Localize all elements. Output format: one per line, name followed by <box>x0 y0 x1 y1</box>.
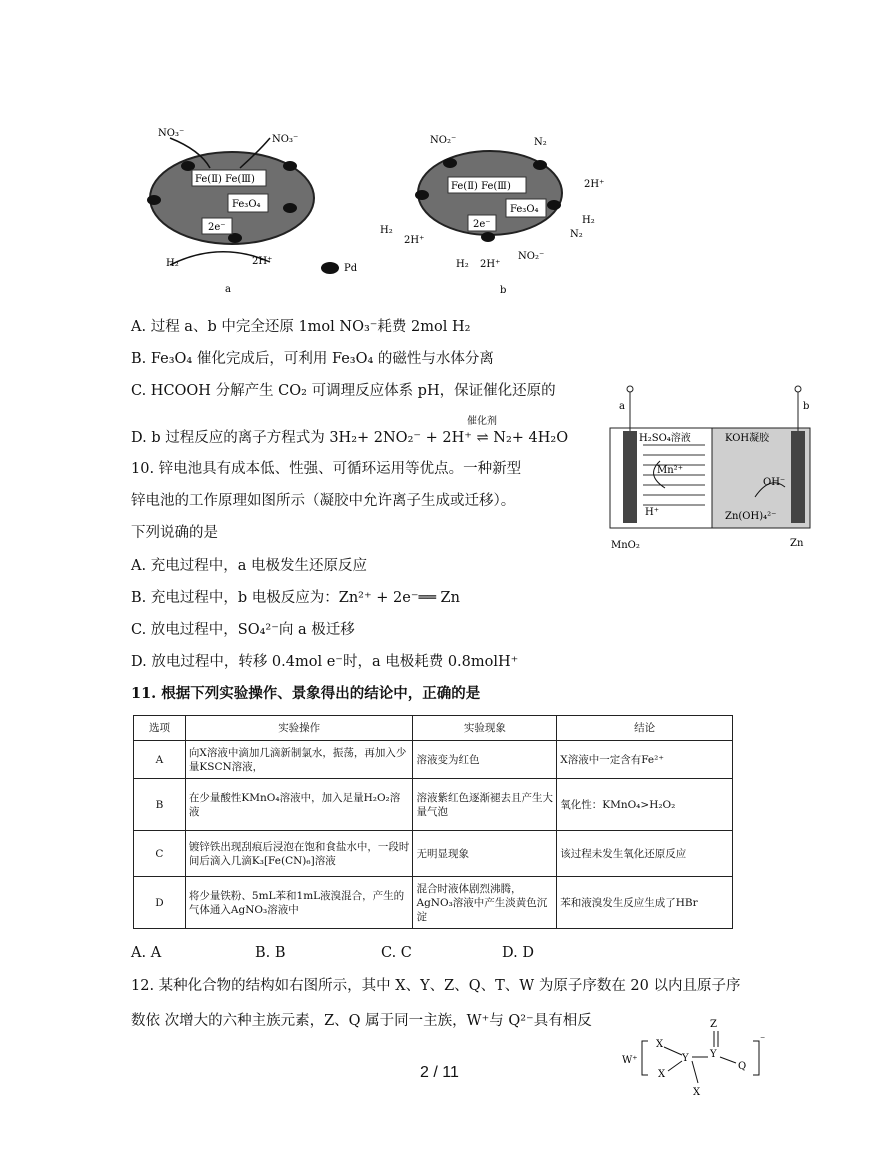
q11-answer-d: D. D <box>502 945 534 961</box>
no2-in-label: NO₂⁻ <box>430 135 457 146</box>
q11-answer-c: C. C <box>381 945 412 961</box>
table-row <box>134 779 733 831</box>
figure-b <box>370 125 610 300</box>
q10-option-b: B. 充电过程中，b 电极反应为：Zn²⁺ + 2e⁻══ Zn <box>131 590 460 606</box>
mno2-electrode <box>623 431 637 523</box>
hp-bottom-label: 2H⁺ <box>480 259 501 270</box>
figure-a <box>140 120 380 300</box>
table-cell: 无明显现象 <box>413 831 557 877</box>
h-ion-label: H⁺ <box>645 507 659 518</box>
zn-label: Zn <box>790 538 804 549</box>
table-header: 选项 <box>134 716 186 741</box>
oh-ion-label: OH⁻ <box>763 477 786 488</box>
table-cell: 在少量酸性KMnO₄溶液中，加入足量H₂O₂溶液 <box>185 779 413 831</box>
compound-structure <box>620 1013 770 1103</box>
pd-dot <box>147 195 161 205</box>
table-header: 实验操作 <box>185 716 413 741</box>
z-atom-label: Z <box>710 1019 717 1030</box>
q9-option-b: B. Fe₃O₄ 催化完成后，可利用 Fe₃O₄ 的磁性与水体分离 <box>131 351 494 367</box>
w-ion-label: W⁺ <box>622 1055 638 1066</box>
q10-stem-line-3: 下列说确的是 <box>131 525 218 541</box>
pd-dot <box>321 262 339 274</box>
h2-right-label: H₂ <box>582 215 595 226</box>
no2-bottom-label: NO₂⁻ <box>518 251 545 262</box>
table-cell: 溶液变为红色 <box>413 741 557 779</box>
caption-b: b <box>500 285 507 296</box>
q10-option-a: A. 充电过程中，a 电极发生还原反应 <box>131 558 367 574</box>
q11-stem: 11. 根据下列实验操作、景象得出的结论中，正确的是 <box>131 685 481 702</box>
table-cell: C <box>134 831 186 877</box>
table-cell: A <box>134 741 186 779</box>
table-cell: 氧化性：KMnO₄>H₂O₂ <box>557 779 733 831</box>
table-cell: 溶液紫红色逐渐褪去且产生大量气泡 <box>413 779 557 831</box>
table-cell: 将少量铁粉、5mL苯和1mL液溴混合，产生的气体通入AgNO₃溶液中 <box>185 877 413 929</box>
h2-bottom-label: H₂ <box>456 259 469 270</box>
n2-out-label: N₂ <box>534 137 547 148</box>
q9-option-a: A. 过程 a、b 中完全还原 1mol NO₃⁻耗费 2mol H₂ <box>131 319 471 335</box>
q-atom-label: Q <box>738 1061 747 1072</box>
table-cell: 混合时液体剧烈沸腾，AgNO₃溶液中产生淡黄色沉淀 <box>413 877 557 929</box>
terminal-b <box>795 386 801 392</box>
x-atom-label: X <box>658 1069 666 1080</box>
h2so4-solution-label: H₂SO₄溶液 <box>639 433 691 444</box>
hp-left-label: 2H⁺ <box>404 235 425 246</box>
no3-in-label: NO₃⁻ <box>158 128 185 139</box>
table-cell: 苯和液溴发生反应生成了HBr <box>557 877 733 929</box>
q10-stem-line-2: 锌电池的工作原理如图所示（凝胶中允许离子生成或迁移）。 <box>131 493 516 509</box>
no3-out-label: NO₃⁻ <box>272 134 299 145</box>
pd-dot <box>481 232 495 242</box>
table-cell: 镀锌铁出现刮痕后浸泡在饱和食盐水中，一段时间后滴入几滴K₃[Fe(CN)₆]溶液 <box>185 831 413 877</box>
q10-stem-line-1: 10. 锌电池具有成本低、性强、可循环运用等优点。一种新型 <box>131 461 522 477</box>
pd-dot <box>283 161 297 171</box>
pd-dot <box>547 200 561 210</box>
zincate-ion-label: Zn(OH)₄²⁻ <box>725 511 777 522</box>
q9-option-c: C. HCOOH 分解产生 CO₂ 可调理反应体系 pH，保证催化还原的 <box>131 383 556 399</box>
koh-gel-label: KOH凝胶 <box>725 433 770 444</box>
x-atom-label: X <box>693 1087 701 1098</box>
y-atom-label: Y <box>710 1049 717 1060</box>
y-atom-label: Y <box>682 1053 689 1064</box>
mn-ion-label: Mn²⁺ <box>657 465 683 476</box>
table-row <box>134 741 733 779</box>
h-plus-label: 2H⁺ <box>252 256 273 267</box>
table-cell: D <box>134 877 186 929</box>
q12-stem-line-2: 数依 次增大的六种主族元素，Z、Q 属于同一主族，W⁺与 Q²⁻具有相反 <box>131 1013 592 1029</box>
n2-right-label: N₂ <box>570 229 583 240</box>
terminal-a <box>627 386 633 392</box>
table-row <box>134 831 733 877</box>
terminal-b-label: b <box>803 401 810 412</box>
q10-option-d: D. 放电过程中，转移 0.4mol e⁻时，a 电极耗费 0.8molH⁺ <box>131 654 519 670</box>
table-header-row <box>134 716 733 741</box>
x-atom-label: X <box>656 1039 664 1050</box>
page-number: 2 / 11 <box>420 1064 459 1081</box>
electron-label: 2e⁻ <box>208 222 226 233</box>
pd-dot <box>283 203 297 213</box>
charge-label: ⁻ <box>760 1035 766 1046</box>
table-cell: B <box>134 779 186 831</box>
fe3o4-label: Fe₃O₄ <box>510 204 539 215</box>
terminal-a-label: a <box>619 401 625 412</box>
electron-label: 2e⁻ <box>473 219 491 230</box>
experiment-table <box>133 715 733 929</box>
fe3o4-label: Fe₃O₄ <box>232 199 261 210</box>
pd-dot <box>443 158 457 168</box>
h2-left-label: H₂ <box>380 225 393 236</box>
q11-answer-b: B. B <box>255 945 286 961</box>
q11-answer-a: A. A <box>131 945 162 961</box>
table-cell: X溶液中一定含有Fe²⁺ <box>557 741 733 779</box>
q12-stem-line-1: 12. 某种化合物的结构如右图所示，其中 X、Y、Z、Q、T、W 为原子序数在 20 以内且原子序 <box>131 978 741 994</box>
mno2-label: MnO₂ <box>611 540 640 551</box>
table-header: 实验现象 <box>413 716 557 741</box>
fe-cycle-label: Fe(Ⅱ) Fe(Ⅲ) <box>195 174 255 185</box>
caption-a: a <box>225 284 231 295</box>
q9-option-d: D. b 过程反应的离子方程式为 3H₂+ 2NO₂⁻ + 2H⁺ ⇌ N₂+ 4H₂O <box>131 430 569 446</box>
pd-dot <box>533 160 547 170</box>
pd-dot <box>415 190 429 200</box>
table-cell: 该过程未发生氧化还原反应 <box>557 831 733 877</box>
battery-diagram <box>605 383 820 553</box>
zn-electrode <box>791 431 805 523</box>
table-cell: 向X溶液中滴加几滴新制氯水，振荡，再加入少量KSCN溶液， <box>185 741 413 779</box>
hp-right-label: 2H⁺ <box>584 179 605 190</box>
table-row <box>134 877 733 929</box>
fe-cycle-label: Fe(Ⅱ) Fe(Ⅲ) <box>451 181 511 192</box>
table-header: 结论 <box>557 716 733 741</box>
h2-label: H₂ <box>166 258 179 269</box>
catalyst-label: 催化剂 <box>467 416 497 427</box>
pd-label: Pd <box>344 263 358 274</box>
q10-option-c: C. 放电过程中，SO₄²⁻向 a 极迁移 <box>131 622 355 638</box>
